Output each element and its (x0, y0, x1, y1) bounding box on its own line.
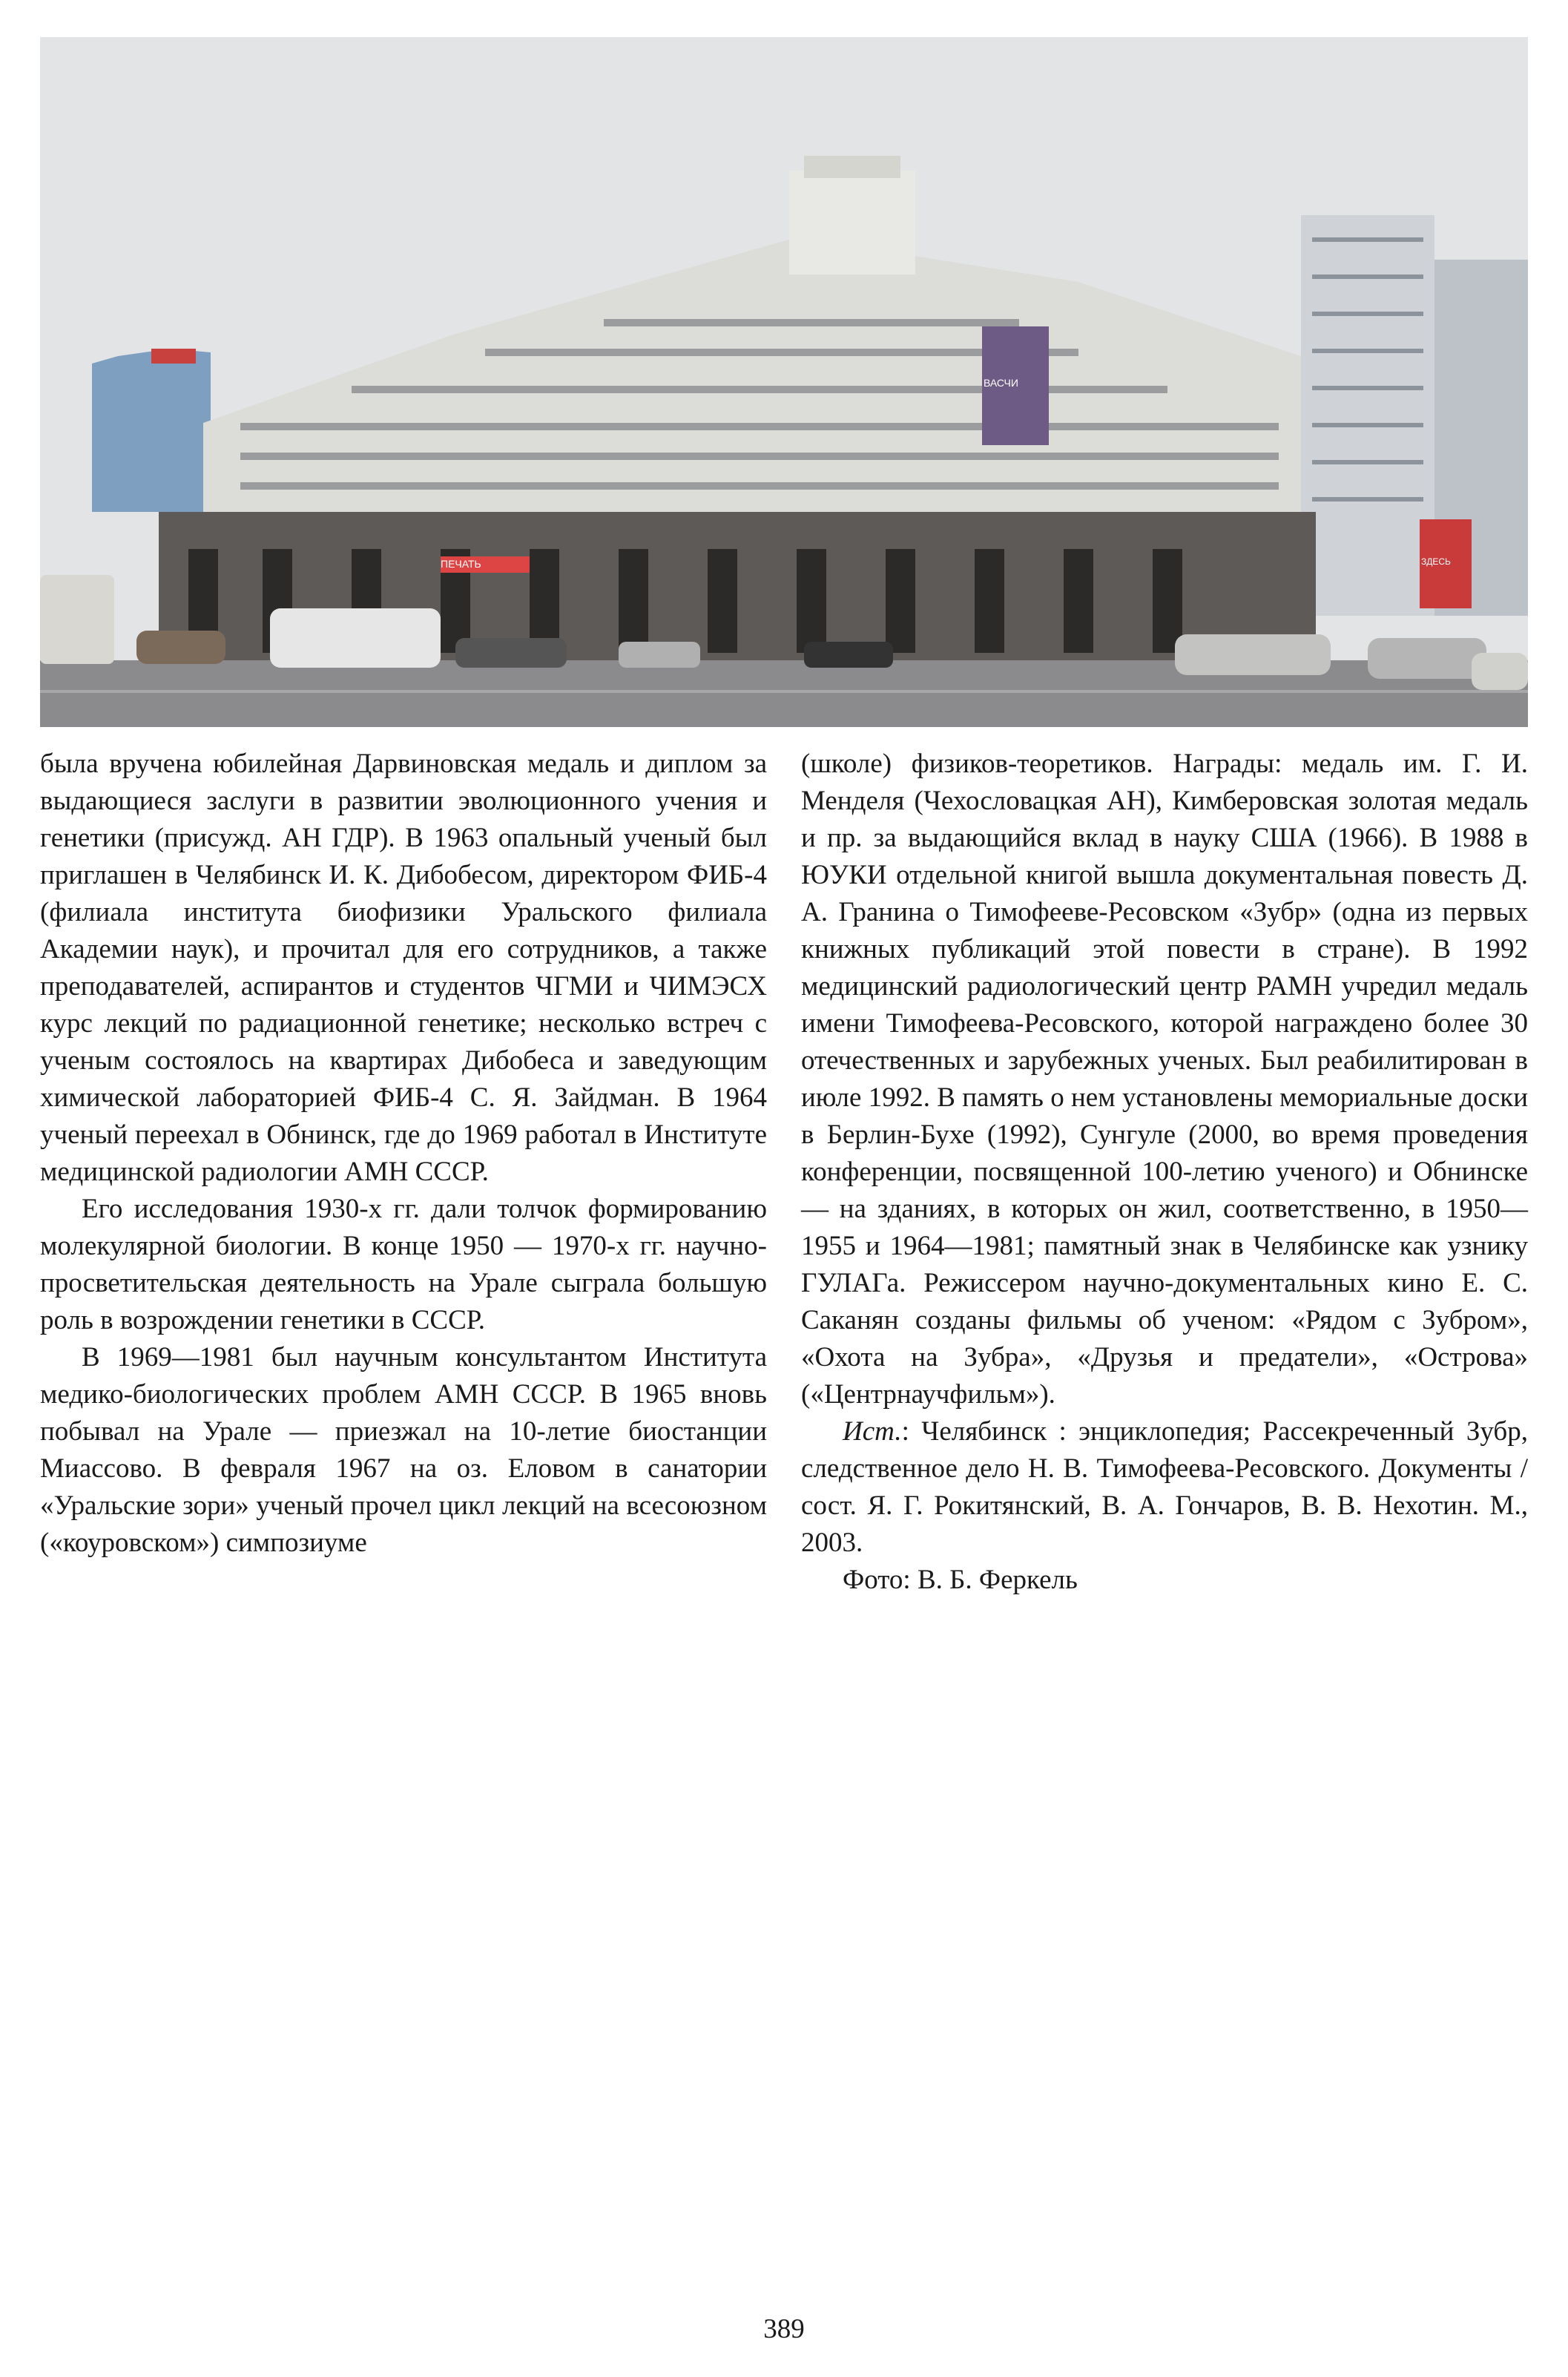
paragraph: Его исследования 1930-х гг. дали толчок формированию молекулярной биологии. В конце 1950 — 1970-х гг. научно-просветительская деятельность на Урале сыграла большую роль в возрождении генетики в СССР. (40, 1194, 767, 1335)
text-column-right (801, 746, 1528, 1599)
sources-text: : Челябинск : энциклопедия; Рассекреченный Зубр, следственное дело Н. В. Тимофеева-Ресовского. Документы / сост. Я. Г. Рокитянский, В. А. Гончаров, В. В. Нехотин. М., 2003. (801, 1416, 1528, 1558)
sources-label: Ист. (843, 1416, 902, 1447)
paragraph: (школе) физиков-теоретиков. Награды: медаль им. Г. И. Менделя (Чехословацкая АН), Кимберовская золотая медаль и пр. за выдающийся вклад в науку США (1966). В 1988 в ЮУКИ отдельной книгой вышла документальная повесть Д. А. Гранина о Тимофееве-Ресовском «Зубр» (одна из первых книжных публикаций этой повести в стране). В 1992 медицинский радиологический центр РАМН учредил медаль имени Тимофеева-Ресовского, которой награждено более 30 отечественных и зарубежных ученых. Был реабилитирован в июле 1992. В память о нем установлены мемориальные доски в Берлин-Бухе (1992), Сунгуле (2000, во время проведения конференции, посвященной 100-летию ученого) и Обнинске — на зданиях, в которых он жил, соответственно, в 1950—1955 и 1964—1981; памятный знак в Челябинске как узнику ГУЛАГа. Режиссером научно-документальных кино Е. С. Саканян созданы фильмы об ученом: «Рядом с Зубром», «Охота на Зубра», «Друзья и предатели», «Острова» («Центрнаучфильм»). (801, 749, 1528, 1410)
building-photo (40, 37, 1528, 727)
building-photo-icon (40, 37, 1528, 727)
paragraph: В 1969—1981 был научным консультантом Института медико-биологических проблем АМН СССР. В 1965 вновь побывал на Урале — приезжал на 10-летие биостанции Миассово. В февраля 1967 на оз. Еловом в санатории «Уральские зори» ученый прочел цикл лекций на всесоюзном («коуровском») симпозиуме (40, 1342, 767, 1558)
text-column-left (40, 746, 767, 1562)
sources (801, 1413, 1528, 1562)
photo-sign-print: ПЕЧАТЬ (441, 558, 481, 570)
page-number: 389 (763, 2314, 805, 2344)
photo-credit: Фото: В. Б. Феркель (843, 1565, 1078, 1595)
photo-sign-right: ЗДЕСЬ (1421, 556, 1451, 567)
photo-sign-billboard: ВАСЧИ (984, 377, 1018, 389)
paragraph: была вручена юбилейная Дарвиновская медаль и диплом за выдающиеся заслуги в развитии эволюционного учения и генетики (присужд. АН ГДР). В 1963 опальный ученый был приглашен в Челябинск И. К. Дибобесом, директором ФИБ-4 (филиала института биофизики Уральского филиала Академии наук), и прочитал для его сотрудников, а также преподавателей, аспирантов и студентов ЧГМИ и ЧИМЭСХ курс лекций по радиационной генетике; несколько встреч с ученым состоялось на квартирах Дибобеса и заведующим химической лабораторией ФИБ-4 С. Я. Зайдман. В 1964 ученый переехал в Обнинск, где до 1969 работал в Институте медицинской радиологии АМН СССР. (40, 749, 767, 1187)
